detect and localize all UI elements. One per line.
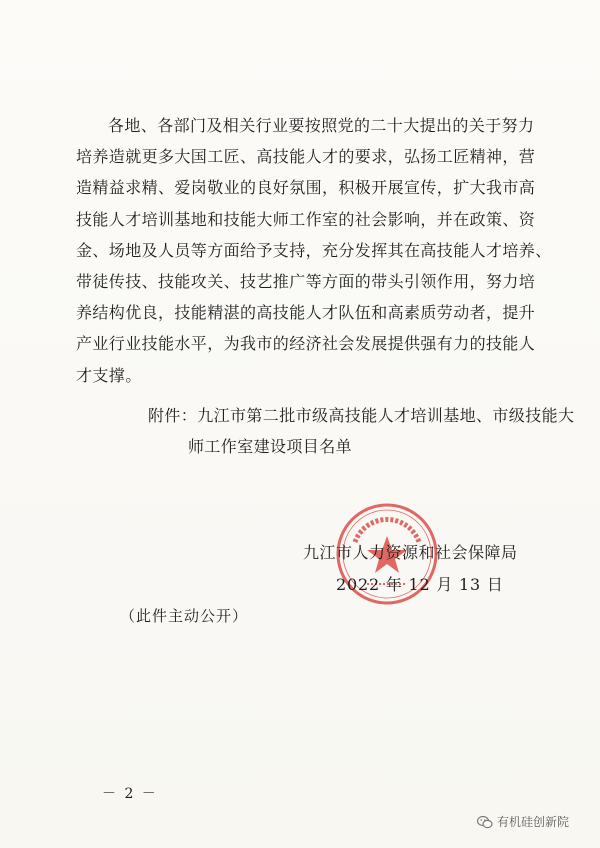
issuer-name: 九江市人力资源和社会保障局 bbox=[303, 543, 518, 562]
body-line: 带徒传技、技能攻关、技艺推广等方面的带头引领作用，努力培 bbox=[76, 271, 536, 291]
watermark-text: 有机硅创新院 bbox=[497, 815, 570, 829]
attachment-line: 附件：九江市第二批市级高技能人才培训基地、市级技能大 bbox=[148, 406, 575, 425]
page-number: － 2 － bbox=[102, 786, 158, 802]
body-line: 金、场地及人员等方面给予支持，充分发挥其在高技能人才培养、 bbox=[76, 240, 552, 260]
wechat-icon bbox=[477, 815, 493, 829]
attachment-line: 师工作室建设项目名单 bbox=[188, 437, 353, 456]
body-line: 养结构优良，技能精湛的高技能人才队伍和高素质劳动者，提升 bbox=[76, 303, 536, 323]
body-line: 各地、各部门及相关行业要按照党的二十大提出的关于努力 bbox=[108, 116, 535, 135]
body-paragraph bbox=[76, 110, 552, 391]
body-line: 造精益求精、爱岗敬业的良好氛围，积极开展宣传，扩大我市高 bbox=[76, 178, 536, 198]
body-line: 技能人才培训基地和技能大师工作室的社会影响，并在政策、资 bbox=[76, 209, 536, 229]
body-line: 培养造就更多大国工匠、高技能人才的要求，弘扬工匠精神，营 bbox=[76, 147, 536, 167]
body-line: 产业行业技能水平，为我市的经济社会发展提供强有力的技能人 bbox=[76, 334, 536, 354]
attachment-block bbox=[148, 400, 574, 462]
body-line: 才支撑。 bbox=[76, 365, 142, 385]
public-disclosure-note: （此件主动公开） bbox=[120, 607, 249, 625]
issue-date: 2022 年 12 月 13 日 bbox=[336, 575, 504, 594]
watermark bbox=[477, 813, 569, 830]
